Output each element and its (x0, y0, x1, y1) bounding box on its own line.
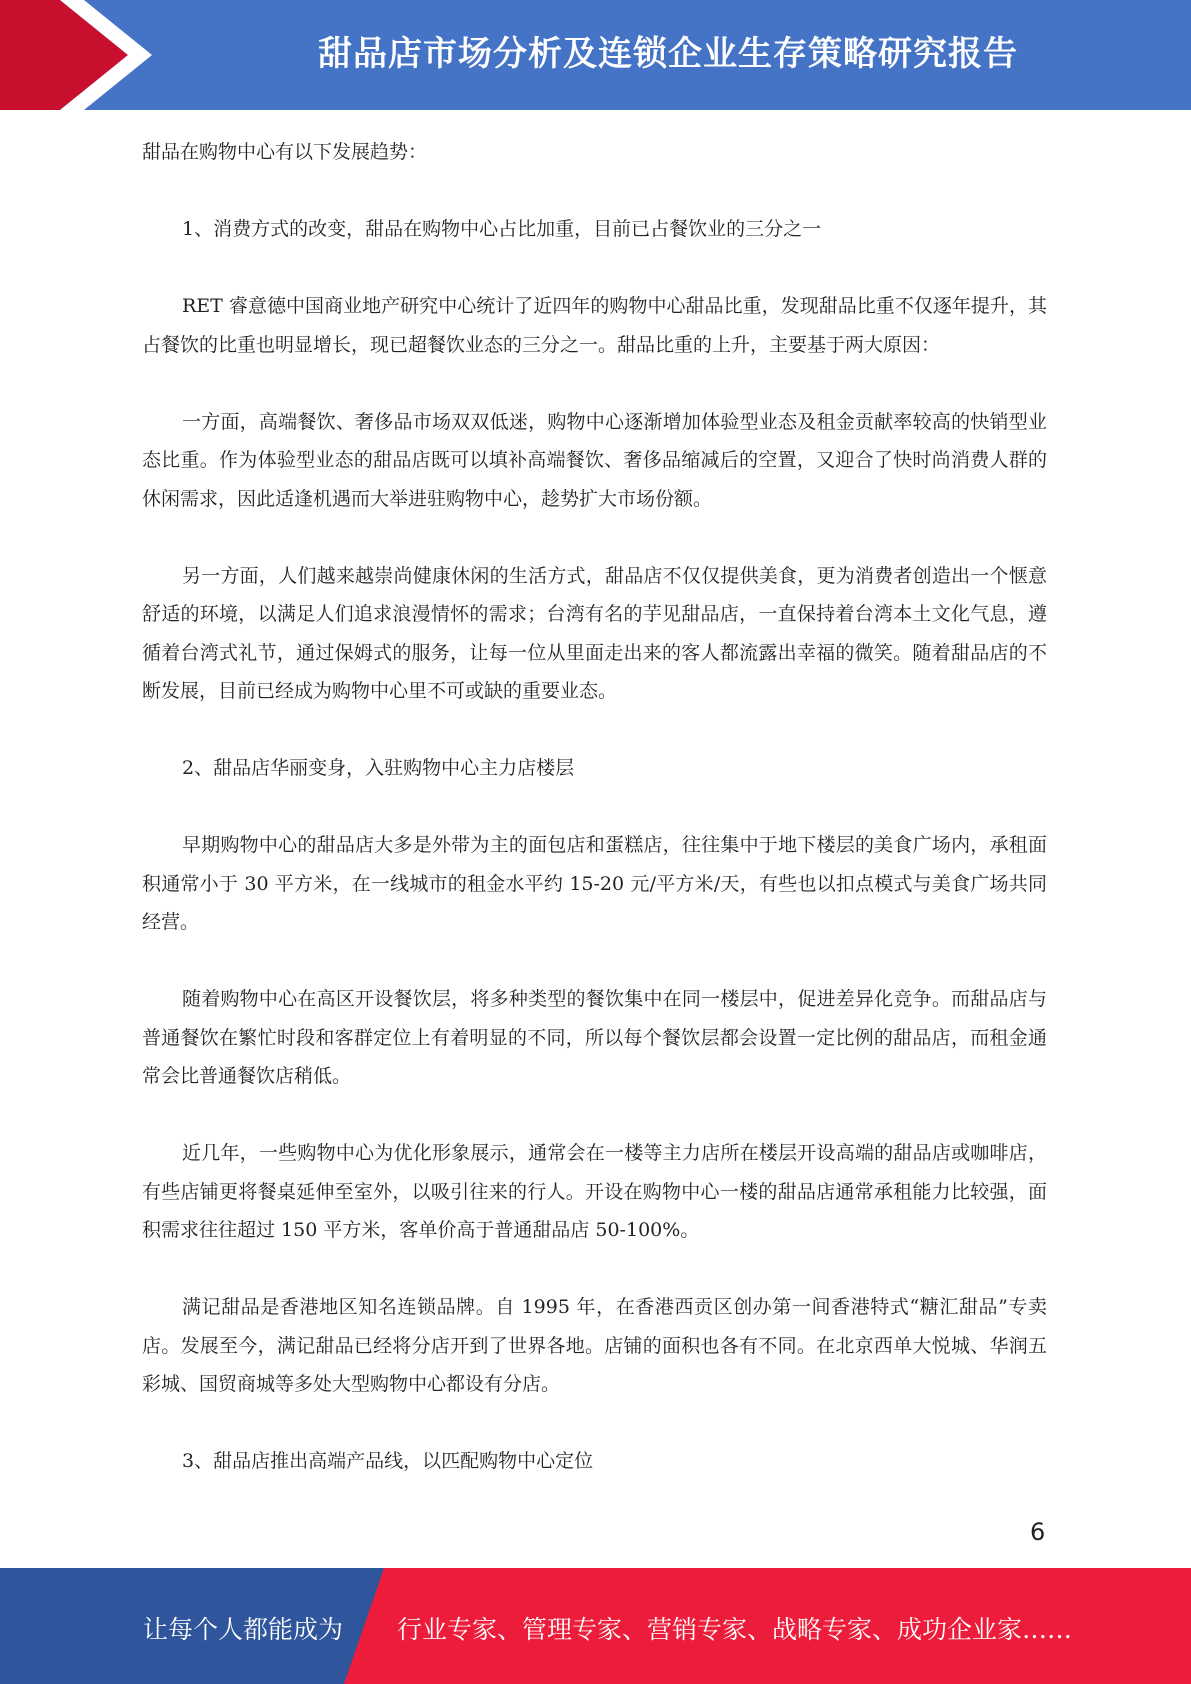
page-header (0, 0, 1191, 110)
body-content (142, 133, 1047, 1519)
section-heading-2: 2、甜品店华丽变身，入驻购物中心主力店楼层 (182, 757, 575, 779)
paragraph-intro: 甜品在购物中心有以下发展趋势： (142, 141, 428, 163)
section-heading-3: 3、甜品店推出高端产品线，以匹配购物中心定位 (182, 1450, 594, 1472)
paragraph: 另一方面，人们越来越崇尚健康休闲的生活方式，甜品店不仅仅提供美食，更为消费者创造出一个惬意舒适的环境，以满足人们追求浪漫情怀的需求；台湾有名的芋见甜品店，一直保持着台湾本土文化气息，遵循着台湾式礼节，通过保姆式的服务，让每一位从里面走出来的客人都流露出幸福的微笑。随着甜品店的不断发展，目前已经成为购物中心里不可或缺的重要业态。 (142, 564, 1047, 702)
footer-slogan-left: 让每个人都能成为 (143, 1615, 344, 1644)
paragraph: 随着购物中心在高区开设餐饮层，将多种类型的餐饮集中在同一楼层中，促进差异化竞争。而甜品店与普通餐饮在繁忙时段和客群定位上有着明显的不同，所以每个餐饮层都会设置一定比例的甜品店，而租金通常会比普通餐饮店稍低。 (142, 988, 1047, 1087)
report-title: 甜品店市场分析及连锁企业生存策略研究报告 (318, 34, 1018, 74)
paragraph: 一方面，高端餐饮、奢侈品市场双双低迷，购物中心逐渐增加体验型业态及租金贡献率较高的快销型业态比重。作为体验型业态的甜品店既可以填补高端餐饮、奢侈品缩减后的空置，又迎合了快时尚消费人群的休闲需求，因此适逢机遇而大举进驻购物中心，趁势扩大市场份额。 (142, 410, 1047, 510)
footer-slogan-right: 行业专家、管理专家、营销专家、战略专家、成功企业家…… (397, 1615, 1073, 1644)
page-number: 6 (1030, 1518, 1046, 1546)
paragraph: RET 睿意德中国商业地产研究中心统计了近四年的购物中心甜品比重，发现甜品比重不仅逐年提升，其占餐饮的比重也明显增长，现已超餐饮业态的三分之一。甜品比重的上升，主要基于两大原因： (142, 295, 1047, 356)
paragraph: 早期购物中心的甜品店大多是外带为主的面包店和蛋糕店，往往集中于地下楼层的美食广场内，承租面积通常小于 30 平方米，在一线城市的租金水平约 15-20 元/平方米/天，有些也以扣点模式与美食广场共同经营。 (142, 834, 1047, 933)
page-footer (0, 1568, 1191, 1684)
paragraph: 满记甜品是香港地区知名连锁品牌。自 1995 年，在香港西贡区创办第一间香港特式“糖汇甜品”专卖店。发展至今，满记甜品已经将分店开到了世界各地。店铺的面积也各有不同。在北京西单大悦城、华润五彩城、国贸商城等多处大型购物中心都设有分店。 (142, 1296, 1047, 1395)
section-heading-1: 1、消费方式的改变，甜品在购物中心占比加重，目前已占餐饮业的三分之一 (182, 218, 822, 240)
paragraph: 近几年，一些购物中心为优化形象展示，通常会在一楼等主力店所在楼层开设高端的甜品店或咖啡店，有些店铺更将餐桌延伸至室外，以吸引往来的行人。开设在购物中心一楼的甜品店通常承租能力比较强，面积需求往往超过 150 平方米，客单价高于普通甜品店 50-100%。 (142, 1142, 1047, 1241)
